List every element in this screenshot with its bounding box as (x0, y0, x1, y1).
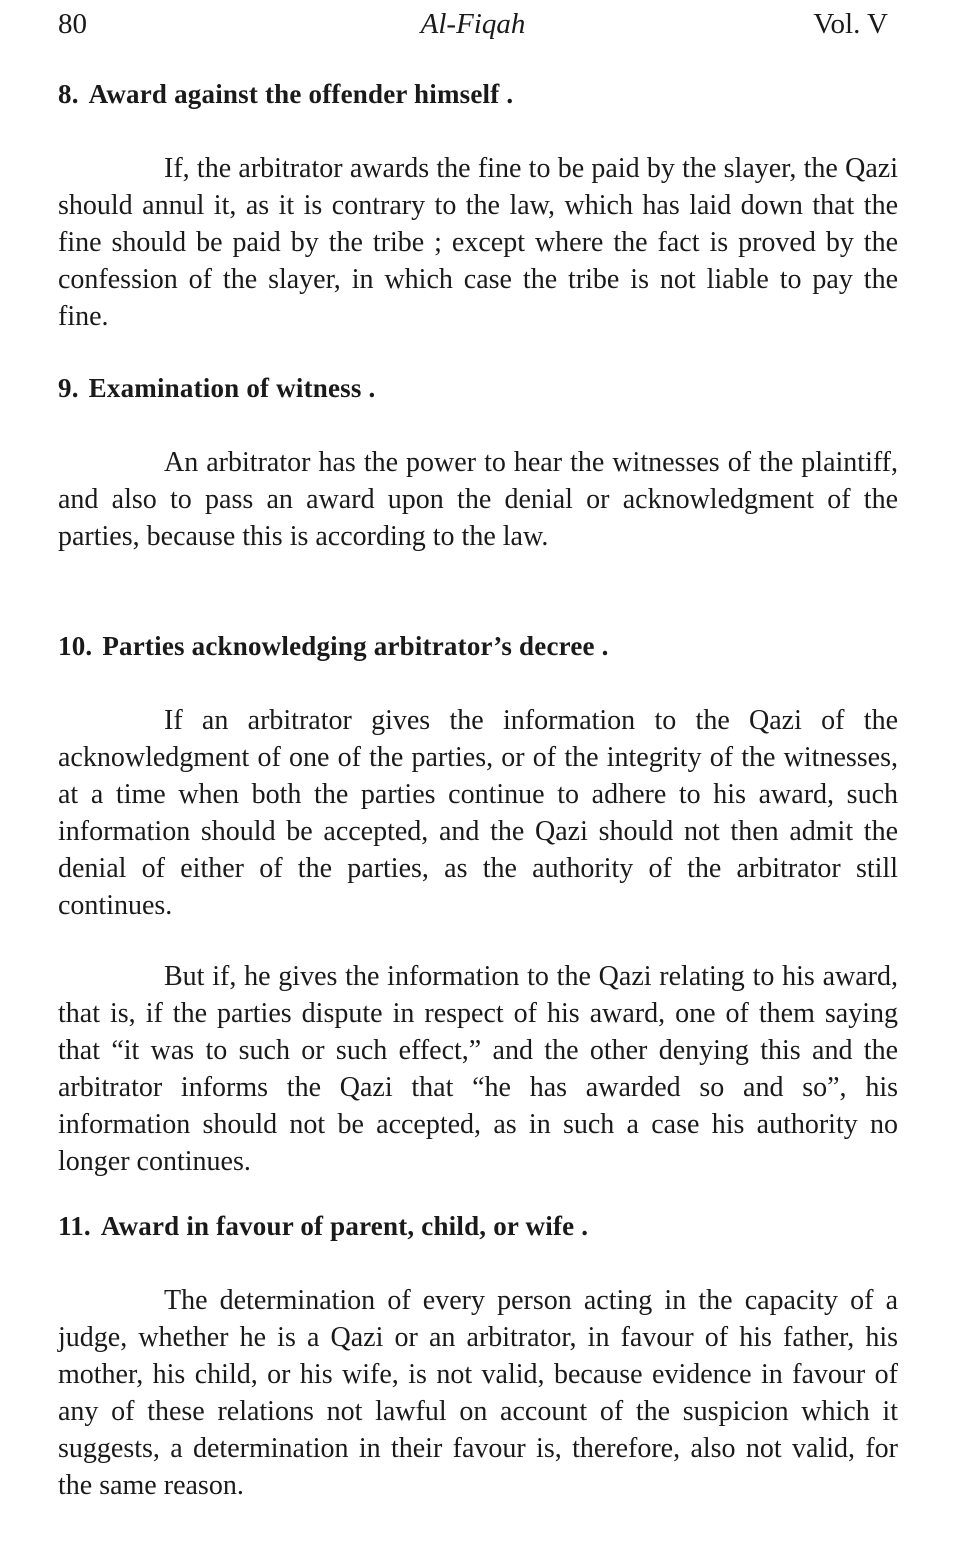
running-header (58, 4, 888, 44)
volume-label: Vol. V (813, 8, 888, 40)
section-title: Award in favour of parent, child, or wife . (100, 1211, 589, 1241)
section-11 (58, 1208, 898, 1504)
section-number: 8. (58, 79, 79, 109)
section-9 (58, 370, 898, 555)
paragraph: But if, he gives the information to the Qazi relating to his award, that is, if the parties dispute in respect of his award, one of them saying that “it was to such or such effect,” and the other denying this and the arbitrator informs the Qazi that “he has awarded so and so”, his information should not be accepted, as in such a case his authority no longer continues. (58, 961, 898, 1177)
paragraph: If an arbitrator gives the information to the Qazi of the acknowledgment of one of the parties, or of the integrity of the witnesses, at a time when both the parties continue to adhere to his award, such information should be accepted, and the Qazi should not then admit the denial of either of the parties, as the authority of the arbitrator still continues. (58, 705, 898, 921)
section-number: 11. (58, 1211, 91, 1241)
section-number: 10. (58, 631, 93, 661)
section-title: Parties acknowledging arbitrator’s decree . (102, 631, 609, 661)
book-title: Al-Fiqah (420, 8, 526, 40)
section-heading (58, 370, 898, 406)
section-heading (58, 76, 898, 112)
section-10 (58, 628, 898, 1180)
section-heading (58, 628, 898, 664)
paragraph: An arbitrator has the power to hear the witnesses of the plaintiff, and also to pass an award upon the denial or acknowledgment of the parties, because this is according to the law. (58, 447, 898, 552)
section-number: 9. (58, 373, 79, 403)
page-number: 80 (58, 8, 87, 40)
section-heading (58, 1208, 898, 1244)
section-8 (58, 76, 898, 335)
section-title: Award against the offender himself . (88, 79, 514, 109)
paragraph: The determination of every person acting in the capacity of a judge, whether he is a Qazi or an arbitrator, in favour of his father, his mother, his child, or his wife, is not valid, because evidence in favour of any of these relations not lawful on account of the suspicion which it suggests, a determination in their favour is, therefore, also not valid, for the same reason. (58, 1285, 898, 1501)
paragraph: If, the arbitrator awards the fine to be paid by the slayer, the Qazi should annul it, as it is contrary to the law, which has laid down that the fine should be paid by the tribe ; except where the fact is proved by the confession of the slayer, in which case the tribe is not liable to pay the fine. (58, 153, 898, 332)
section-title: Examination of witness . (88, 373, 376, 403)
